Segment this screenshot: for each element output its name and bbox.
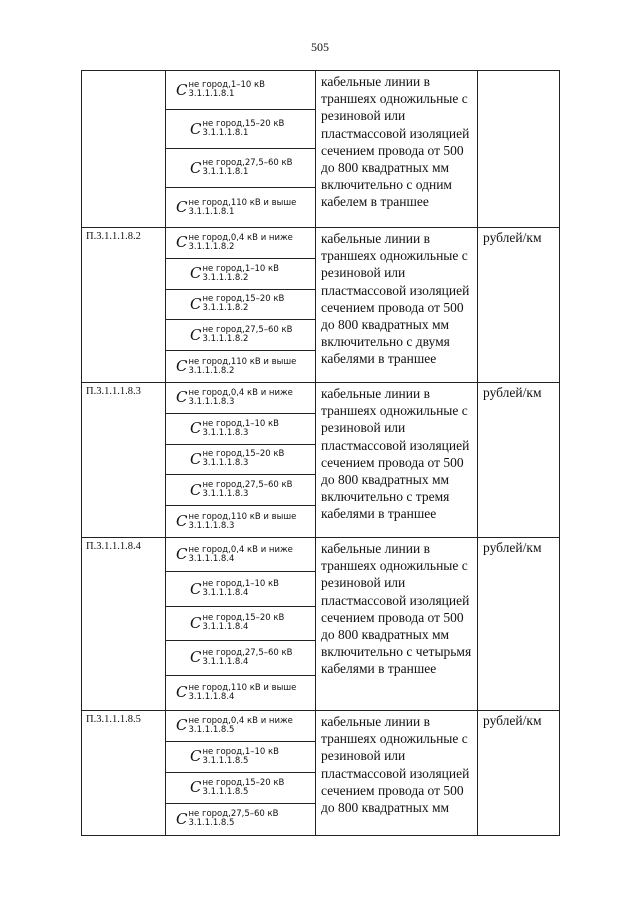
formula-superscript: не город,0,4 кВ и ниже: [188, 232, 293, 243]
formula-entry: [166, 742, 315, 773]
page-number: 505: [311, 40, 329, 54]
formula-superscript: не город,0,4 кВ и ниже: [188, 387, 293, 398]
formula-subscript: 3.1.1.1.8.3: [202, 489, 249, 500]
formula-symbol: C: [190, 449, 202, 468]
formula-entry: [166, 804, 315, 835]
formula-symbol: C: [190, 294, 202, 313]
row-description: кабельные линии в траншеях одножильные с резиновой или пластмассовой изоляцией сечением провода от 500 до 800 квадратных мм включительно с одним кабелем в траншее: [316, 71, 478, 228]
formula-subscript: 3.1.1.1.8.3: [188, 396, 235, 407]
formula-superscript: не город,0,4 кВ и ниже: [188, 715, 293, 726]
formula-symbol: C: [190, 648, 202, 667]
table-row: [82, 228, 560, 383]
formula-superscript: не город,15–20 кВ: [202, 449, 285, 460]
formula-superscript: не город,27,5–60 кВ: [188, 809, 279, 820]
formula-entry: [166, 290, 315, 321]
formula-entry: [166, 676, 315, 710]
row-description: кабельные линии в траншеях одножильные с резиновой или пластмассовой изоляцией сечением провода от 500 до 800 квадратных мм включительно с двумя кабелями в траншее: [316, 228, 478, 383]
formula-symbol: C: [190, 480, 202, 499]
formula-symbol: C: [176, 357, 188, 376]
formula-superscript: не город,15–20 кВ: [202, 613, 285, 624]
formula-entry: [166, 414, 315, 445]
formula-superscript: не город,15–20 кВ: [202, 777, 285, 788]
formula-symbol: C: [190, 747, 202, 766]
row-unit: [478, 71, 560, 228]
formula-entry: [166, 149, 315, 188]
row-code: П.3.1.1.1.8.5: [82, 710, 166, 835]
row-description: кабельные линии в траншеях одножильные с резиновой или пластмассовой изоляцией сечением провода от 500 до 800 квадратных мм включительно с четырьмя кабелями в траншее: [316, 537, 478, 710]
formula-subscript: 3.1.1.1.8.2: [202, 303, 249, 314]
formula-symbol: C: [176, 545, 188, 564]
formula-cell: [166, 710, 316, 835]
formula-superscript: не город,110 кВ и выше: [188, 356, 297, 367]
formula-subscript: 3.1.1.1.8.4: [202, 588, 249, 599]
table-row: [82, 382, 560, 537]
formula-entry: [166, 188, 315, 227]
formula-entry: [166, 445, 315, 476]
row-unit: рублей/км: [478, 228, 560, 383]
formula-entry: [166, 711, 315, 742]
formula-subscript: 3.1.1.1.8.1: [202, 167, 249, 177]
formula-superscript: не город,27,5–60 кВ: [202, 325, 293, 336]
row-code: [82, 71, 166, 228]
formula-subscript: 3.1.1.1.8.1: [188, 89, 235, 99]
formula-superscript: не город,0,4 кВ и ниже: [188, 544, 293, 555]
formula-subscript: 3.1.1.1.8.5: [202, 755, 249, 766]
formula-symbol: C: [176, 198, 188, 216]
formula-entry: [166, 572, 315, 606]
formula-subscript: 3.1.1.1.8.3: [202, 458, 249, 469]
formula-entry: [166, 773, 315, 804]
formula-subscript: 3.1.1.1.8.2: [202, 272, 249, 283]
formula-subscript: 3.1.1.1.8.5: [188, 724, 235, 735]
formula-cell: [166, 71, 316, 228]
formula-symbol: C: [176, 233, 188, 252]
formula-subscript: 3.1.1.1.8.1: [188, 206, 235, 217]
formula-symbol: C: [176, 809, 188, 828]
formula-entry: [166, 351, 315, 382]
formula-superscript: не город,1–10 кВ: [202, 579, 279, 590]
table-body: [82, 71, 560, 836]
formula-entry: [166, 259, 315, 290]
formula-superscript: не город,27,5–60 кВ: [202, 647, 293, 658]
formula-subscript: 3.1.1.1.8.4: [188, 691, 235, 702]
formula-entry: [166, 320, 315, 351]
formula-subscript: 3.1.1.1.8.4: [202, 622, 249, 633]
formula-entry: [166, 71, 315, 110]
row-code: П.3.1.1.1.8.2: [82, 228, 166, 383]
formula-subscript: 3.1.1.1.8.1: [202, 128, 249, 138]
formula-superscript: не город,1–10 кВ: [202, 746, 279, 757]
formula-symbol: C: [176, 80, 188, 99]
formula-subscript: 3.1.1.1.8.5: [188, 818, 235, 829]
formula-symbol: C: [190, 325, 202, 344]
formula-superscript: не город,15–20 кВ: [202, 119, 285, 129]
formula-entry: [166, 538, 315, 572]
formula-symbol: C: [176, 512, 188, 531]
formula-subscript: 3.1.1.1.8.3: [202, 427, 249, 438]
row-description: кабельные линии в траншеях одножильные с резиновой или пластмассовой изоляцией сечением провода от 500 до 800 квадратных мм: [316, 710, 478, 835]
formula-symbol: C: [190, 579, 202, 598]
formula-entry: [166, 383, 315, 414]
formula-superscript: не город,110 кВ и выше: [188, 682, 297, 693]
formula-superscript: не город,1–10 кВ: [202, 263, 279, 274]
formula-symbol: C: [190, 119, 202, 138]
row-code: П.3.1.1.1.8.4: [82, 537, 166, 710]
formula-subscript: 3.1.1.1.8.4: [188, 553, 235, 564]
formula-cell: [166, 537, 316, 710]
table-row: [82, 71, 560, 228]
formula-cell: [166, 228, 316, 383]
formula-symbol: C: [190, 419, 202, 438]
formula-superscript: не город,27,5–60 кВ: [202, 480, 293, 491]
formula-entry: [166, 110, 315, 149]
row-unit: рублей/км: [478, 710, 560, 835]
formula-subscript: 3.1.1.1.8.5: [202, 786, 249, 797]
formula-subscript: 3.1.1.1.8.4: [202, 656, 249, 667]
formula-symbol: C: [190, 158, 202, 177]
formula-symbol: C: [176, 683, 188, 702]
formula-superscript: не город,1–10 кВ: [202, 418, 279, 429]
formula-subscript: 3.1.1.1.8.2: [188, 365, 235, 376]
formula-cell: [166, 382, 316, 537]
row-code: П.3.1.1.1.8.3: [82, 382, 166, 537]
formula-entry: [166, 607, 315, 641]
formula-superscript: не город,15–20 кВ: [202, 294, 285, 305]
formula-subscript: 3.1.1.1.8.2: [202, 334, 249, 345]
formula-symbol: C: [190, 613, 202, 632]
row-description: кабельные линии в траншеях одножильные с резиновой или пластмассовой изоляцией сечением провода от 500 до 800 квадратных мм включительно с тремя кабелями в траншее: [316, 382, 478, 537]
formula-entry: [166, 506, 315, 537]
table-row: [82, 537, 560, 710]
tariff-table: [81, 70, 560, 836]
formula-subscript: 3.1.1.1.8.3: [188, 520, 235, 531]
formula-symbol: C: [176, 716, 188, 735]
row-unit: рублей/км: [478, 537, 560, 710]
row-unit: рублей/км: [478, 382, 560, 537]
formula-subscript: 3.1.1.1.8.2: [188, 241, 235, 252]
formula-entry: [166, 228, 315, 259]
formula-symbol: C: [176, 388, 188, 407]
formula-symbol: C: [190, 264, 202, 283]
formula-symbol: C: [190, 778, 202, 797]
formula-superscript: не город,110 кВ и выше: [188, 197, 297, 208]
formula-superscript: не город,1–10 кВ: [188, 80, 265, 90]
formula-entry: [166, 641, 315, 675]
table-row: [82, 710, 560, 835]
formula-superscript: не город,27,5–60 кВ: [202, 158, 293, 168]
formula-superscript: не город,110 кВ и выше: [188, 511, 297, 522]
formula-entry: [166, 475, 315, 506]
